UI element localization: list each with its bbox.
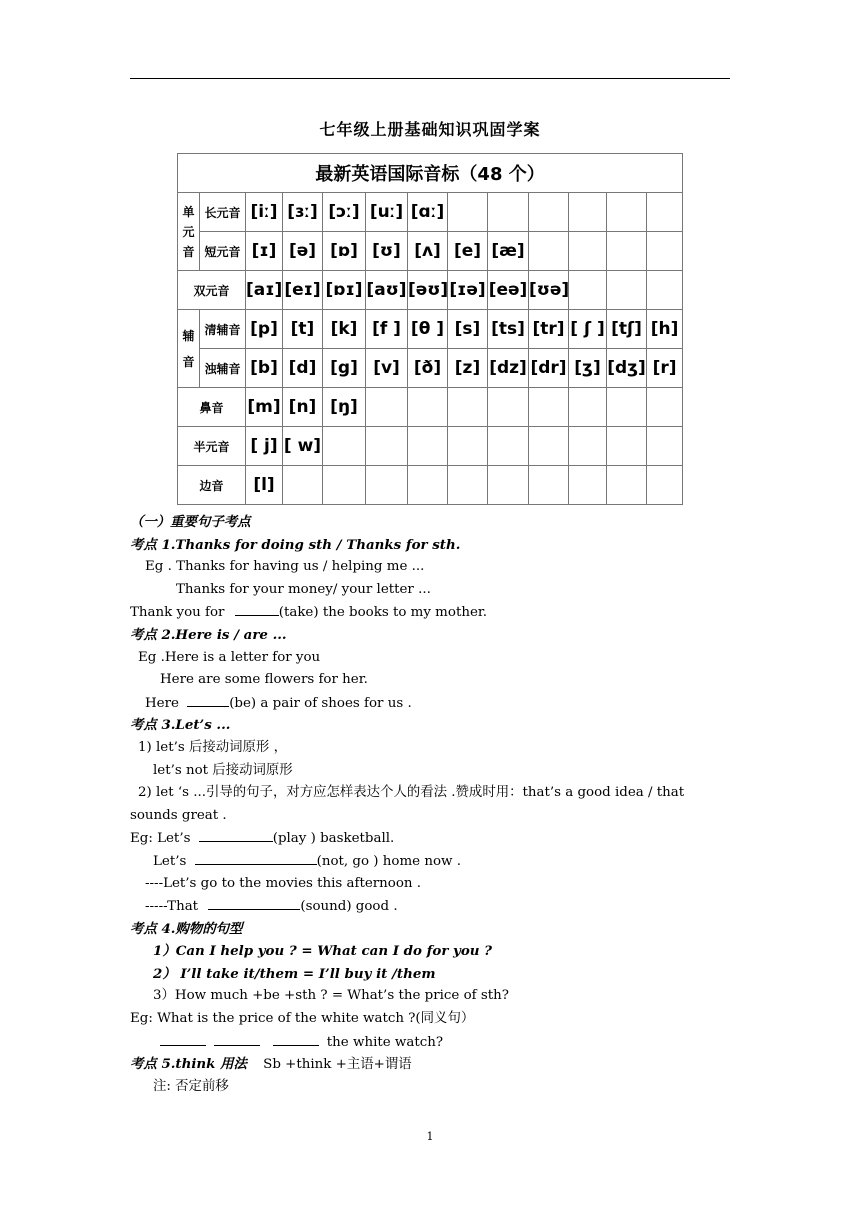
kp3-exercise-3: ----Let’s go to the movies this afternoon . <box>145 875 422 891</box>
kp3-ex2-end: (not, go ) home now . <box>316 853 461 869</box>
phonetic-symbol: [r] <box>647 349 683 388</box>
voiced-label: 浊辅音 <box>200 349 246 388</box>
phonetic-symbol: [e] <box>448 232 488 271</box>
phonetic-table <box>177 153 683 505</box>
empty-cell <box>408 427 448 466</box>
phonetic-symbol: [ð] <box>408 349 448 388</box>
phonetic-symbol: [tr] <box>529 310 569 349</box>
kp1-example-1: Eg . Thanks for having us / helping me ... <box>145 559 425 575</box>
consonant-group-char: 辅音 <box>182 328 195 369</box>
kp2-example-2: Here are some flowers for her. <box>160 672 368 688</box>
kp2-answer-blank[interactable] <box>187 692 229 707</box>
page-number: 1 <box>426 1130 434 1143</box>
semivowel-label: 半元音 <box>178 427 246 466</box>
phonetic-symbol: [ʌ] <box>408 232 448 271</box>
kp1-exercise-end: (take) the books to my mother. <box>278 605 488 621</box>
phonetic-symbol: [s] <box>448 310 488 349</box>
long-vowel-label: 长元音 <box>200 193 246 232</box>
page-title: 七年级上册基础知识巩固学案 <box>319 120 541 139</box>
empty-cell <box>647 271 683 310</box>
empty-cell <box>448 427 488 466</box>
phonetic-symbol: [ w] <box>283 427 323 466</box>
empty-cell <box>448 193 488 232</box>
empty-cell <box>529 388 569 427</box>
phonetic-symbol: [ɔː] <box>323 193 366 232</box>
kp3-title: 考点 3.Let’s ... <box>130 717 231 734</box>
phonetic-symbol: [ɒɪ] <box>323 271 366 310</box>
kp3-exercise-1 <box>130 827 740 850</box>
empty-cell <box>283 466 323 505</box>
phonetic-symbol: [t] <box>283 310 323 349</box>
phonetic-symbol: [uː] <box>366 193 408 232</box>
empty-cell <box>448 466 488 505</box>
phonetic-symbol: [dʒ] <box>607 349 647 388</box>
phonetic-symbol: [ j] <box>246 427 283 466</box>
empty-cell <box>647 388 683 427</box>
phonetic-symbol: [tʃ] <box>607 310 647 349</box>
phonetic-symbol: [z] <box>448 349 488 388</box>
empty-cell <box>569 466 607 505</box>
nasal-label: 鼻音 <box>178 388 246 427</box>
phonetic-symbol: [aɪ] <box>246 271 283 310</box>
kp4-answer-end: the white watch? <box>326 1034 444 1050</box>
phonetic-symbol: [k] <box>323 310 366 349</box>
kp3-ex1-blank[interactable] <box>199 827 273 842</box>
empty-cell <box>488 193 529 232</box>
empty-cell <box>647 427 683 466</box>
kp5-note: 注: 否定前移 <box>153 1078 229 1094</box>
phonetic-symbol: [ɑː] <box>408 193 448 232</box>
empty-cell <box>529 232 569 271</box>
phonetic-symbol: [ʊə] <box>529 271 569 310</box>
empty-cell <box>647 193 683 232</box>
phonetic-symbol: [l] <box>246 466 283 505</box>
kp1-title: 考点 1.Thanks for doing sth / Thanks for sth. <box>130 536 461 553</box>
phonetic-symbol: [ ʃ ] <box>569 310 607 349</box>
empty-cell <box>323 466 366 505</box>
kp2-exercise <box>130 692 740 715</box>
phonetic-symbol: [ə] <box>283 232 323 271</box>
table-header: 最新英语国际音标（48 个） <box>178 154 683 193</box>
empty-cell <box>448 388 488 427</box>
empty-cell <box>529 427 569 466</box>
phonetic-symbol: [θ ] <box>408 310 448 349</box>
kp2-example-1: Eg .Here is a letter for you <box>138 649 321 665</box>
kp4-title: 考点 4.购物的句型 <box>130 920 243 937</box>
phonetic-symbol: [f ] <box>366 310 408 349</box>
empty-cell <box>569 232 607 271</box>
content-body <box>130 511 740 1098</box>
phonetic-symbol: [eə] <box>488 271 529 310</box>
kp1-answer-blank[interactable] <box>235 601 279 616</box>
phonetic-symbol: [əʊ] <box>408 271 448 310</box>
kp3-ex1-end: (play ) basketball. <box>272 831 395 847</box>
empty-cell <box>488 388 529 427</box>
kp4-sentence-1: 1）Can I help you ? = What can I do for you ? <box>153 943 493 960</box>
kp4-answer-blank-1[interactable] <box>160 1031 206 1046</box>
kp2-exercise-end: (be) a pair of shoes for us . <box>229 695 412 711</box>
phonetic-symbol: [ɜː] <box>283 193 323 232</box>
kp5-title: 考点 5.think 用法 <box>130 1056 247 1073</box>
kp4-answer-line <box>130 1031 740 1054</box>
kp1-example-2: Thanks for your money/ your letter ... <box>176 581 431 597</box>
monophthong-group-label <box>178 193 200 271</box>
empty-cell <box>569 388 607 427</box>
empty-cell <box>569 193 607 232</box>
kp1-exercise <box>130 601 740 624</box>
empty-cell <box>607 427 647 466</box>
phonetic-symbol: [v] <box>366 349 408 388</box>
kp3-rule-3: 2) let ‘s ...引导的句子，对方应怎样表达个人的看法 .赞成时用：that’s a good idea / that <box>138 785 685 801</box>
kp3-ex4-start: -----That <box>145 899 199 915</box>
empty-cell <box>569 427 607 466</box>
phonetic-symbol: [ŋ] <box>323 388 366 427</box>
phonetic-symbol: [h] <box>647 310 683 349</box>
empty-cell <box>607 466 647 505</box>
phonetic-symbol: [iː] <box>246 193 283 232</box>
phonetic-symbol: [dr] <box>529 349 569 388</box>
phonetic-symbol: [d] <box>283 349 323 388</box>
consonant-group-label <box>178 310 200 388</box>
kp3-ex2-start: Let’s <box>153 853 187 869</box>
short-vowel-label: 短元音 <box>200 232 246 271</box>
phonetic-symbol: [n] <box>283 388 323 427</box>
kp4-sentence-2: 2） I’ll take it/them = I’ll buy it /them <box>153 965 436 982</box>
phonetic-symbol: [ɒ] <box>323 232 366 271</box>
empty-cell <box>408 388 448 427</box>
empty-cell <box>569 271 607 310</box>
empty-cell <box>488 427 529 466</box>
kp4-answer-blank-3[interactable] <box>273 1031 319 1046</box>
kp2-title: 考点 2.Here is / are ... <box>130 626 287 643</box>
section-heading: （一）重要句子考点 <box>130 514 251 530</box>
empty-cell <box>366 427 408 466</box>
empty-cell <box>366 388 408 427</box>
kp5-line <box>130 1053 740 1076</box>
empty-cell <box>366 466 408 505</box>
empty-cell <box>607 232 647 271</box>
empty-cell <box>647 232 683 271</box>
phonetic-symbol: [p] <box>246 310 283 349</box>
empty-cell <box>529 466 569 505</box>
empty-cell <box>323 427 366 466</box>
phonetic-symbol: [æ] <box>488 232 529 271</box>
phonetic-symbol: [ɪ] <box>246 232 283 271</box>
phonetic-symbol: [aʊ] <box>366 271 408 310</box>
kp3-ex2-blank[interactable] <box>195 850 317 865</box>
phonetic-symbol: [m] <box>246 388 283 427</box>
kp4-answer-blank-2[interactable] <box>214 1031 260 1046</box>
empty-cell <box>488 466 529 505</box>
kp5-rule: Sb +think +主语+谓语 <box>263 1057 412 1073</box>
empty-cell <box>607 193 647 232</box>
kp2-exercise-start: Here <box>145 695 179 711</box>
kp3-rule-3-cont: sounds great . <box>130 807 227 823</box>
kp4-sentence-3: 3）How much +be +sth ? = What’s the price of sth? <box>153 988 509 1004</box>
lateral-label: 边音 <box>178 466 246 505</box>
kp3-ex4-end: (sound) good . <box>300 899 398 915</box>
kp1-exercise-start: Thank you for <box>130 605 225 621</box>
kp3-ex1-start: Eg: Let’s <box>130 831 191 847</box>
phonetic-symbol: [ts] <box>488 310 529 349</box>
diphthong-label: 双元音 <box>178 271 246 310</box>
kp4-example: Eg: What is the price of the white watch ?(同义句） <box>130 1011 475 1027</box>
empty-cell <box>529 193 569 232</box>
header-rule <box>130 78 730 79</box>
phonetic-symbol: [b] <box>246 349 283 388</box>
kp3-rule-1: 1) let’s 后接动词原形 ， <box>138 739 287 755</box>
empty-cell <box>647 466 683 505</box>
phonetic-symbol: [ʒ] <box>569 349 607 388</box>
kp3-ex4-blank[interactable] <box>208 895 300 910</box>
phonetic-symbol: [dz] <box>488 349 529 388</box>
kp3-exercise-2 <box>130 850 740 873</box>
empty-cell <box>607 388 647 427</box>
empty-cell <box>607 271 647 310</box>
phonetic-symbol: [g] <box>323 349 366 388</box>
kp3-exercise-4 <box>130 895 740 918</box>
phonetic-symbol: [ɪə] <box>448 271 488 310</box>
phonetic-symbol: [ʊ] <box>366 232 408 271</box>
phonetic-symbol: [eɪ] <box>283 271 323 310</box>
voiceless-label: 清辅音 <box>200 310 246 349</box>
empty-cell <box>408 466 448 505</box>
kp3-rule-2: let’s not 后接动词原形 <box>153 762 293 778</box>
monophthong-group-char: 单元音 <box>182 204 195 259</box>
